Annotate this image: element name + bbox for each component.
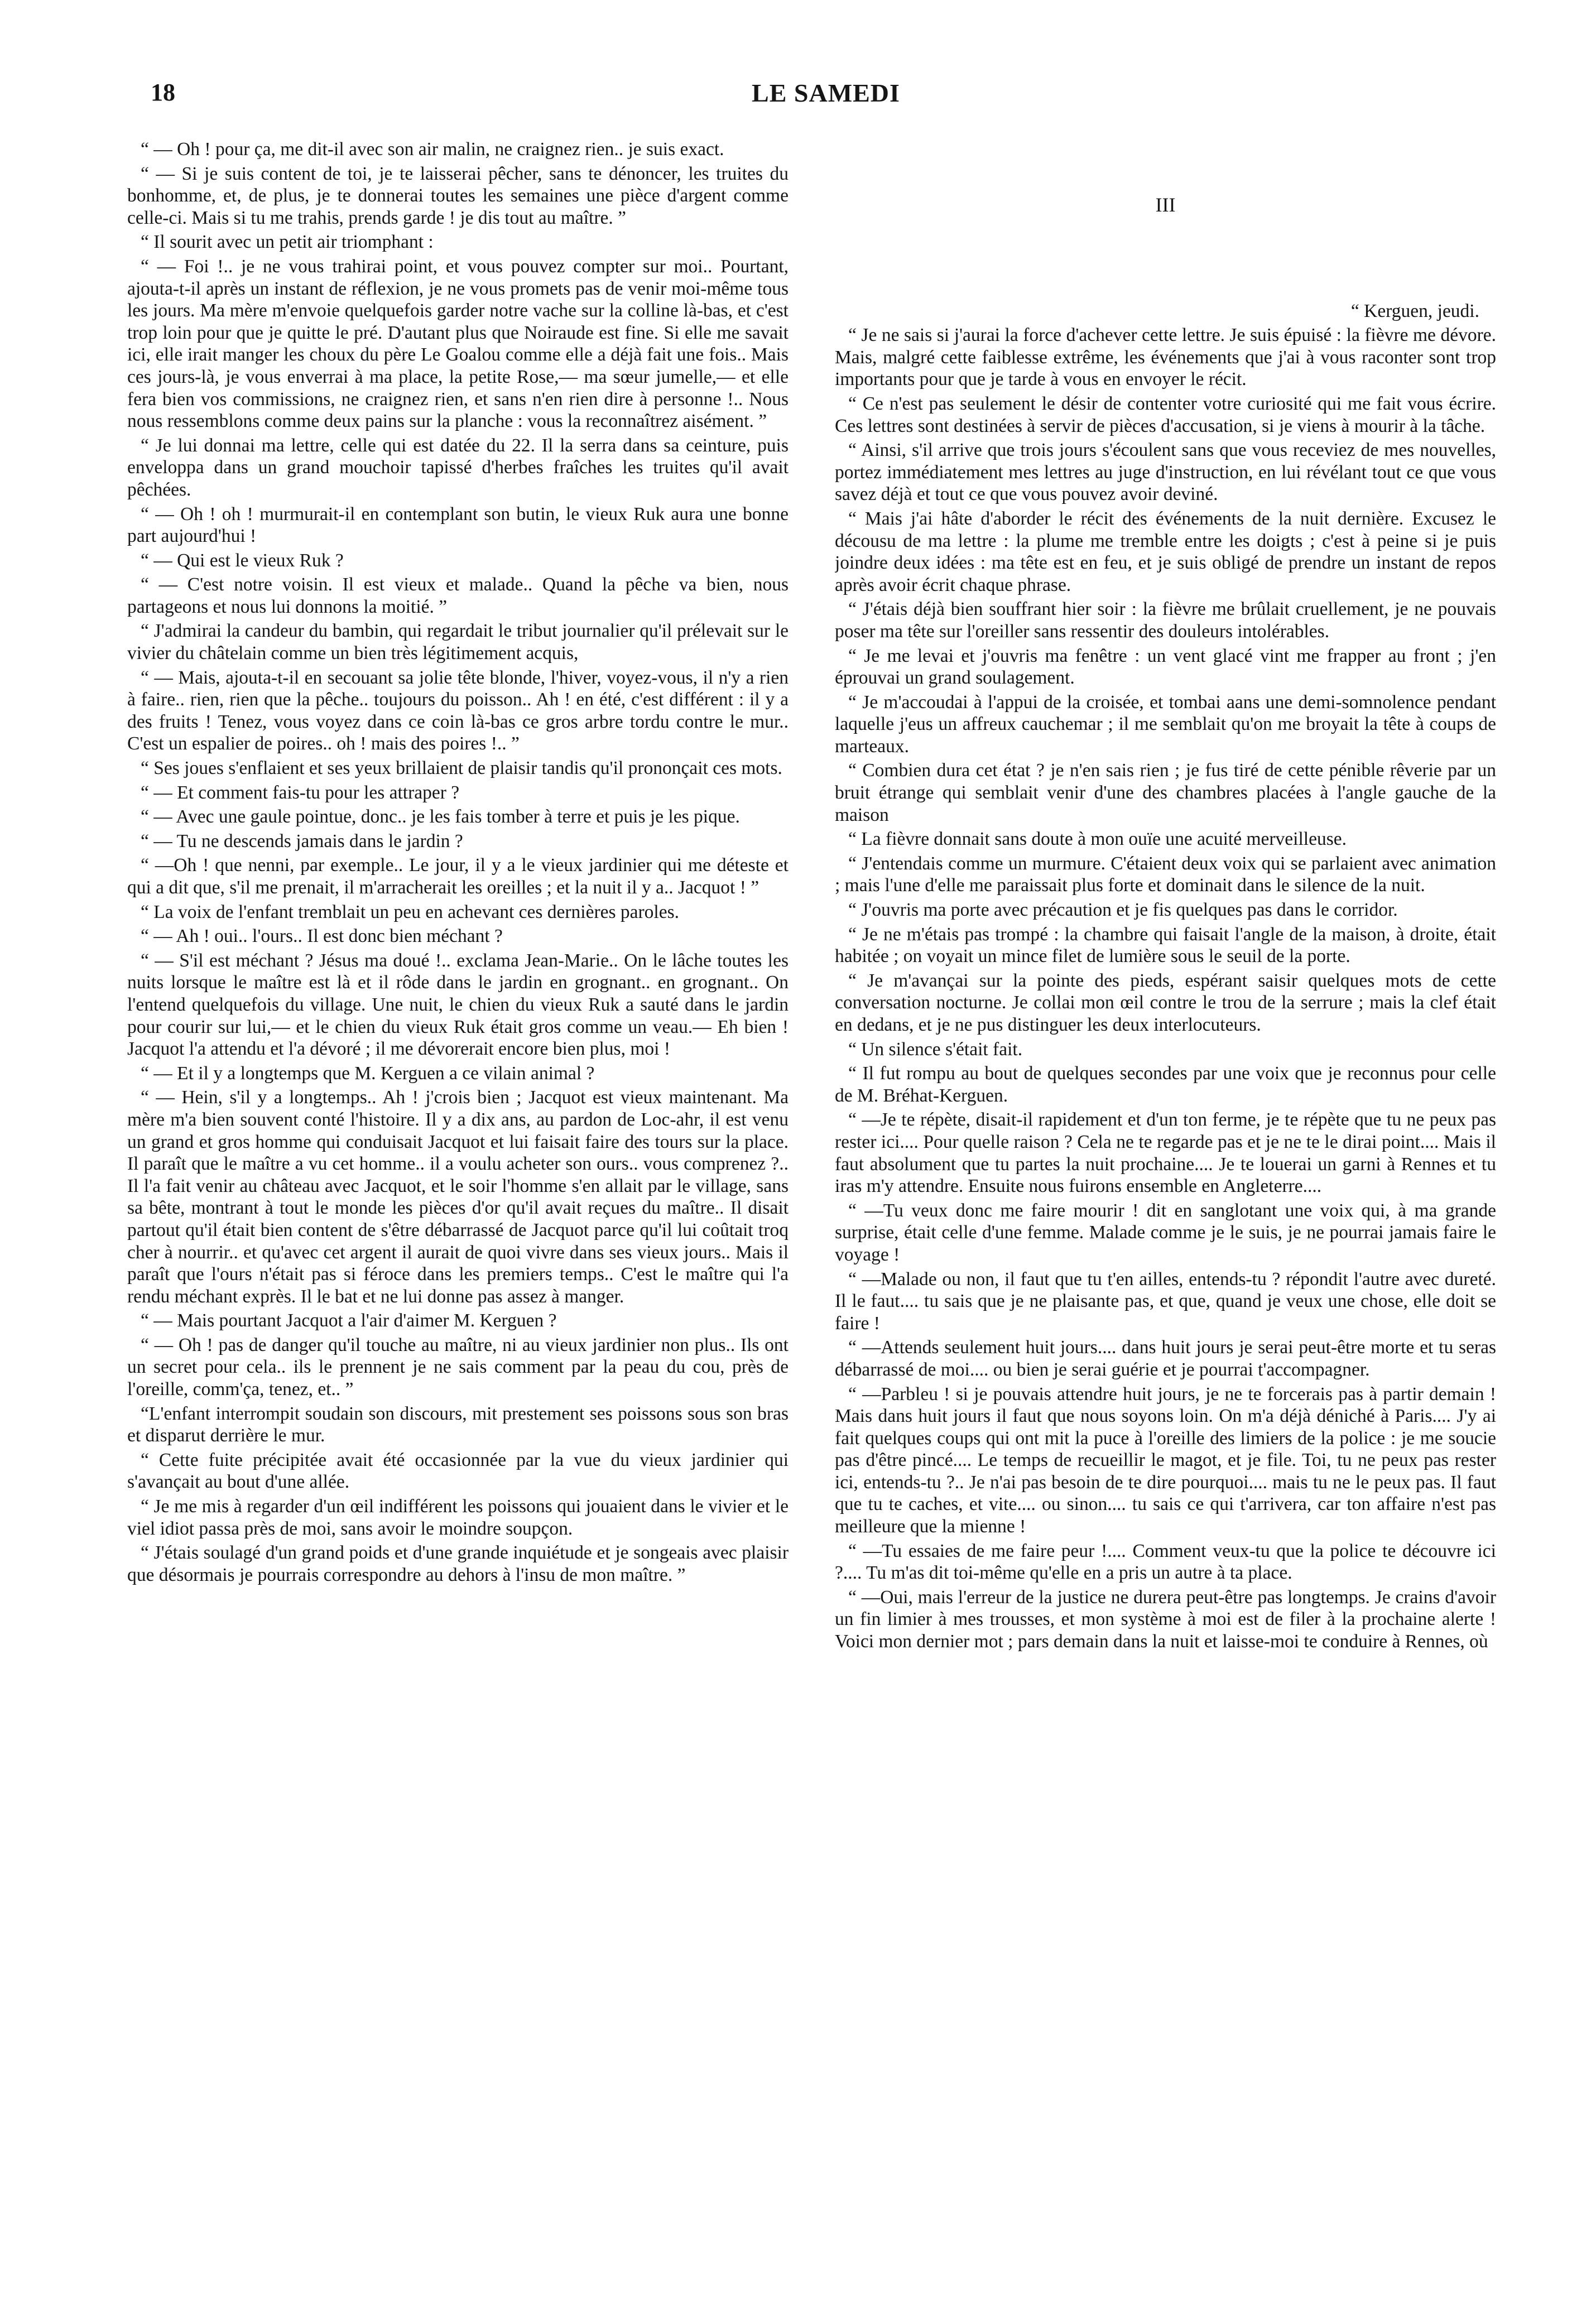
right-column: [835, 138, 1496, 2281]
paragraph: “ Ainsi, s'il arrive que trois jours s'écoulent sans que vous receviez de mes nouvelles, portez immédiatement mes lettres au juge d'instruction, en lui révélant tout ce que vous savez déjà et tout ce que vous pouvez avoir deviné.: [835, 440, 1496, 505]
paragraph: “L'enfant interrompit soudain son discours, mit prestement ses poissons sous son bras et disparut derrière le mur.: [127, 1403, 789, 1446]
paragraph: “ Il fut rompu au bout de quelques secondes par une voix que je reconnus pour celle de M. Bréhat-Kerguen.: [835, 1063, 1496, 1106]
paragraph: “ Cette fuite précipitée avait été occasionnée par la vue du vieux jardinier qui s'avançait au bout d'une allée.: [127, 1449, 789, 1493]
paragraph: “ — Mais, ajouta-t-il en secouant sa jolie tête blonde, l'hiver, voyez-vous, il n'y a rien à faire.. rien, rien que la pêche.. toujours du poisson.. Ah ! en été, c'est différent : il y a des fruits ! Tenez, vous voyez dans ce coin là-bas ce gros arbre tordu contre le mur.. C'est un espalier de poires.. oh ! mais des poires !.. ”: [127, 667, 789, 754]
paragraph: “ — Ah ! oui.. l'ours.. Il est donc bien méchant ?: [141, 926, 503, 947]
paragraph: “ J'ouvris ma porte avec précaution et je fis quelques pas dans le corridor.: [848, 900, 1398, 921]
paragraph: “ Ses joues s'enflaient et ses yeux brillaient de plaisir tandis qu'il prononçait ces mots.: [141, 758, 782, 779]
paragraph: “ —Je te répète, disait-il rapidement et d'un ton ferme, je te répète que tu ne peux pas rester ici.... Pour quelle raison ? Cela ne te regarde pas et je ne te le dirai point.... Mais il faut absolument que tu partes la nuit prochaine.... Je te louerai un garni à Rennes et tu iras m'y attendre. Ensuite nous fuirons ensemble en Angleterre....: [835, 1109, 1496, 1197]
page-number: 18: [151, 79, 175, 106]
paragraph: “ La voix de l'enfant tremblait un peu en achevant ces dernières paroles.: [141, 901, 680, 922]
paragraph: “ Il sourit avec un petit air triomphant :: [141, 232, 434, 253]
paragraph: “ Je lui donnai ma lettre, celle qui est datée du 22. Il la serra dans sa ceinture, puis enveloppa dans un grand mouchoir tapissé d'herbes fraîches les truites qu'il avait pêchées.: [127, 435, 789, 500]
paragraph: “ J'entendais comme un murmure. C'étaient deux voix qui se parlaient avec animation ; mais l'une d'elle me paraissait plus forte et dominait dans le silence de la nuit.: [835, 853, 1496, 896]
paragraph: “ Un silence s'était fait.: [848, 1038, 1023, 1060]
paragraph: “ Je m'avançai sur la pointe des pieds, espérant saisir quelques mots de cette conversation nocturne. Je collai mon œil contre le trou de la serrure ; mais la clef était en dedans, et je ne pus distinguer les deux interlocuteurs.: [835, 970, 1496, 1035]
paragraph: “ — Oh ! oh ! murmurait-il en contemplant son butin, le vieux Ruk aura une bonne part aujourd'hui !: [127, 503, 789, 547]
paragraph: “ Combien dura cet état ? je n'en sais rien ; je fus tiré de cette pénible rêverie par un bruit étrange qui semblait venir d'une des chambres placées à l'angle gauche de la maison: [835, 760, 1496, 825]
paragraph: “ — Foi !.. je ne vous trahirai point, et vous pouvez compter sur moi.. Pourtant, ajouta-t-il après un instant de réflexion, je ne vous promets pas de venir moi-même tous les jours. Ma mère m'envoie quelquefois garder notre vache sur la colline là-bas, et c'est trop loin pour que je quitte le pré. D'autant plus que Noiraude est fine. Si elle me savait ici, elle irait manger les choux du père Le Goalou comme elle a déjà fait une fois.. Mais ces jours-là, je vous enverrai à ma place, la petite Rose,— ma sœur jumelle,— et elle fera bien vos commissions, ne craignez rien, et sans n'en rien dire à personne !.. Nous nous ressemblons comme deux pains sur la planche : vous la reconnaîtrez aisément. ”: [127, 256, 789, 432]
paragraph: “ — Oh ! pour ça, me dit-il avec son air malin, ne craignez rien.. je suis exact.: [141, 139, 724, 160]
paragraph: “ —Oui, mais l'erreur de la justice ne durera peut-être pas longtemps. Je crains d'avoir un fin limier à mes trousses, et mon système à moi est de filer à la prochaine alerte ! Voici mon dernier mot ; pars demain dans la nuit et laisse-moi te conduire à Rennes, où: [835, 1586, 1496, 1652]
paragraph: “ — Mais pourtant Jacquot a l'air d'aimer M. Kerguen ?: [141, 1310, 557, 1331]
paragraph: “ J'admirai la candeur du bambin, qui regardait le tribut journalier qu'il prélevait sur le vivier du châtelain comme un bien très légitimement acquis,: [127, 621, 789, 664]
paragraph: “ — Avec une gaule pointue, donc.. je les fais tomber à terre et puis je les pique.: [141, 806, 740, 828]
paragraph: “ Je m'accoudai à l'appui de la croisée, et tombai aans une demi-somnolence pendant laquelle j'eus un affreux cauchemar ; il me semblait qu'on me broyait la tête à coups de marteaux.: [835, 691, 1496, 757]
paragraph: “ —Malade ou non, il faut que tu t'en ailles, entends-tu ? répondit l'autre avec dureté. Il le faut.... tu sais que je ne plaisante pas, et que, quand je veux une chose, elle doit se faire !: [835, 1268, 1496, 1334]
paragraph: “ —Tu essaies de me faire peur !.... Comment veux-tu que la police te découvre ici ?.... Tu m'as dit toi-même qu'elle en a pris un autre à ta place.: [835, 1540, 1496, 1584]
paragraph: “ — Et comment fais-tu pour les attraper ?: [141, 782, 460, 803]
paragraph: “ — Qui est le vieux Ruk ?: [141, 550, 344, 571]
paragraph: “ Je me mis à regarder d'un œil indifférent les poissons qui jouaient dans le vivier et le viel idiot passa près de moi, sans avoir le moindre soupçon.: [127, 1496, 789, 1539]
paragraph: “ Mais j'ai hâte d'aborder le récit des événements de la nuit dernière. Excusez le décousu de ma lettre : la plume me tremble entre les doigts ; c'est à peine si je puis joindre deux idées : ma tête est en feu, et je suis obligé de prendre un instant de repos après avoir écrit chaque phrase.: [835, 508, 1496, 595]
paragraph: “ —Tu veux donc me faire mourir ! dit en sanglotant une voix qui, à ma grande surprise, était celle d'une femme. Malade comme je le suis, je ne pourrai jamais faire le voyage !: [835, 1200, 1496, 1265]
paragraph: “ — Oh ! pas de danger qu'il touche au maître, ni au vieux jardinier non plus.. Ils ont un secret pour cela.. ils le prennent je ne sais comment par la peau du cou, près de l'oreille, comm'ça, tenez, et.. ”: [127, 1334, 789, 1400]
section-heading: III: [1155, 194, 1176, 216]
paragraph: “ — S'il est méchant ? Jésus ma doué !.. exclama Jean-Marie.. On le lâche toutes les nuits lorsque le maître est là et il rôde dans le jardin en grognant.. en grognant.. On l'entend quelquefois du village. Une nuit, le chien du vieux Ruk a sauté dans le jardin pour courir sur lui,— et le chien du vieux Ruk était gros comme un veau.— Eh bien ! Jacquot l'a attendu et l'a dévoré ; il me dévorerait encore bien plus, moi !: [127, 950, 789, 1060]
paragraph: “ — C'est notre voisin. Il est vieux et malade.. Quand la pêche va bien, nous partageons et nous lui donnons la moitié. ”: [127, 574, 789, 617]
paragraph: “ Je ne sais si j'aurai la force d'achever cette lettre. Je suis épuisé : la fièvre me dévore. Mais, malgré cette faiblesse extrême, les événements que j'ai à vous raconter sont trop importants pour que je tarde à vous en envoyer le récit.: [835, 325, 1496, 390]
paragraph: “ — Tu ne descends jamais dans le jardin ?: [141, 830, 463, 852]
paragraph: “ Ce n'est pas seulement le désir de contenter votre curiosité qui me fait vous écrire. Ces lettres sont destinées à servir de pièces d'accusation, si je viens à mourir à la tâche.: [835, 393, 1496, 436]
paragraph: “ La fièvre donnait sans doute à mon ouïe une acuité merveilleuse.: [848, 829, 1347, 850]
dateline: “ Kerguen, jeudi.: [1350, 300, 1479, 321]
paragraph: “ — Hein, s'il y a longtemps.. Ah ! j'crois bien ; Jacquot est vieux maintenant. Ma mère m'a bien souvent conté l'histoire. Il y a dix ans, au pardon de Loc-ahr, il est venu un grand et gros homme qui conduisait Jacquot et lui faisait faire des tours sur la place. Il paraît que le maître a vu cet homme.. il a voulu acheter son ours.. vous comprenez ?.. Il l'a fait venir au château avec Jacquot, et le soir l'homme s'en allait par le village, sans sa bête, montrant à tout le monde les pièces d'or qu'il avait reçues du maître.. Il disait partout qu'il était bien content de s'être débarrassé de Jacquot parce qu'il lui coûtait troq cher à nourrir.. et qu'avec cet argent il aurait de quoi vivre dans ses vieux jours.. Mais il paraît que l'ours n'était pas si féroce dans les premiers temps.. C'est le maître qui l'a rendu méchant exprès. Il le bat et ne lui donne pas assez à manger.: [127, 1087, 789, 1307]
paragraph: “ J'étais déjà bien souffrant hier soir : la fièvre me brûlait cruellement, je ne pouvais poser ma tête sur l'oreiller sans ressentir des douleurs intolérables.: [835, 599, 1496, 642]
paragraph: “ —Attends seulement huit jours.... dans huit jours je serai peut-être morte et tu seras débarrassé de moi.... ou bien je serai guérie et je pourrai t'accompagner.: [835, 1337, 1496, 1380]
paragraph: “ Je me levai et j'ouvris ma fenêtre : un vent glacé vint me frapper au front ; j'en éprouvai un grand soulagement.: [835, 645, 1496, 689]
paragraph: “ — Si je suis content de toi, je te laisserai pêcher, sans te dénoncer, les truites du bonhomme, et, de plus, je te donnerai toutes les semaines une pièce d'argent comme celle-ci. Mais si tu me trahis, prends garde ! je dis tout au maître. ”: [127, 163, 789, 228]
paragraph: “ —Parbleu ! si je pouvais attendre huit jours, je ne te forcerais pas à partir demain ! Mais dans huit jours il faut que nous soyons loin. On m'a déjà déniché à Paris.... J'y ai fait quelques coups qui ont mit la puce à l'oreille des limiers de la police : je me soucie pas d'être pincé.... Le temps de recueillir le magot, et je file. Toi, tu ne peux pas rester ici, entends-tu ?.. Je n'ai pas besoin de te dire pourquoi.... mais tu ne le peux pas. Il faut que tu te caches, et vite.... ou sinon.... tu sais ce qui t'arrivera, car ton affaire n'est pas meilleure que la mienne !: [835, 1383, 1496, 1537]
paragraph: “ — Et il y a longtemps que M. Kerguen a ce vilain animal ?: [141, 1062, 595, 1084]
left-column: [127, 138, 789, 2281]
page-header: [151, 78, 1501, 117]
paragraph: “ Je ne m'étais pas trompé : la chambre qui faisait l'angle de la maison, à droite, était habitée ; on voyait un mince filet de lumière sous le seuil de la porte.: [835, 924, 1496, 967]
paragraph: “ —Oh ! que nenni, par exemple.. Le jour, il y a le vieux jardinier qui me déteste et qui a dit que, s'il me prenait, il m'arracherait les oreilles ; et la nuit il y a.. Jacquot ! ”: [127, 855, 789, 898]
paragraph: “ J'étais soulagé d'un grand poids et d'une grande inquiétude et je songeais avec plaisir que désormais je pourrais correspondre au dehors à l'insu de mon maître. ”: [127, 1542, 789, 1585]
running-title: LE SAMEDI: [752, 79, 900, 107]
